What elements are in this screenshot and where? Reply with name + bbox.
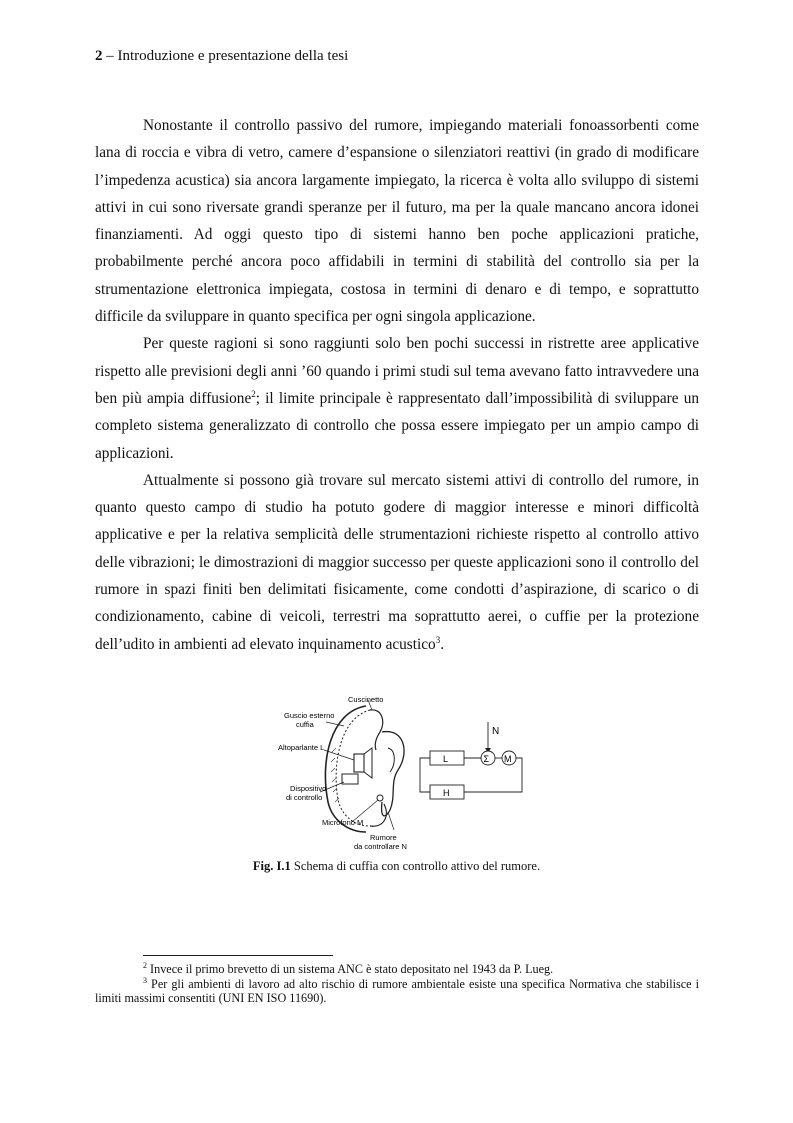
paragraph-2	[95, 330, 699, 466]
footnote-2-text: Invece il primo brevetto di un sistema ANC è stato depositato nel 1943 da P. Lueg.	[147, 962, 554, 976]
footnote-2-mark: 2	[143, 960, 147, 970]
paragraph-2-text-a: Per queste ragioni si sono raggiunti solo ben pochi successi in ristrette aree applicative rispetto alle previsioni degli anni ’60 quando i primi studi sul tema avevano fatto intravvedere una ben più ampia diffusione	[95, 335, 699, 407]
label-cuscinetto: Cuscinetto	[348, 695, 384, 704]
headphone-anc-diagram	[270, 692, 530, 852]
figure-caption-label: Fig. I.1	[252, 859, 291, 873]
footnote-3-mark: 3	[143, 975, 147, 985]
label-dispositivo-1: Dispositivo	[290, 784, 327, 793]
footnote-2	[95, 962, 699, 977]
body-text	[95, 112, 699, 658]
chapter-title: – Introduzione e presentazione della tesi	[102, 48, 349, 64]
label-altoparlante: Altoparlante L	[278, 743, 325, 752]
label-rumore-1: Rumore	[370, 833, 397, 842]
leader-rumore	[388, 812, 394, 830]
speaker-cone-shape	[364, 748, 372, 778]
chapter-number: 2	[95, 48, 103, 64]
label-dispositivo-2: di controllo	[286, 793, 323, 802]
block-label-m: M	[504, 754, 512, 764]
footnote-3-text: Per gli ambienti di lavoro ad alto rischio di rumore ambientale esiste una specifica Normativa che stabilisce i limiti massimi consentiti (UNI EN ISO 11690).	[95, 976, 699, 1005]
label-rumore-2: da controllare N	[354, 842, 407, 851]
paragraph-1: Nonostante il controllo passivo del rumore, impiegando materiali fonoassorbenti come lana di roccia e vibra di vetro, camere d’espansione o silenziatori reattivi (in grado di modificare l’impedenza acustica) sia ancora largamente impiegato, la ricerca è volta allo sviluppo di sistemi attivi in cui sono riversate grandi speranze per il futuro, ma per la quale mancano ancora idonei finanziamenti. Ad oggi questo tipo di sistemi hanno ben poche applicazioni pratiche, probabilmente perché ancora poco affidabili in termini di stabilità del controllo sia per la strumentazione elettronica impiegata, costosa in termini di denaro e di tempo, e soprattutto difficile da sviluppare in quanto specifica per ogni singola applicazione.	[95, 117, 699, 326]
footnote-ref-3[interactable]: 3	[435, 634, 441, 645]
running-header	[95, 48, 348, 65]
footnote-ref-2[interactable]: 2	[251, 388, 256, 399]
label-microfono: Microfono M	[322, 818, 364, 827]
cushion-shape	[370, 710, 383, 750]
control-device-shape	[342, 774, 358, 784]
paragraph-2-text-b: ; il limite principale è rappresentato dall’impossibilità di sviluppare un completo sistema generalizzato di controllo che possa essere impiegato per un ampio campo di applicazioni.	[95, 389, 699, 462]
paragraph-3-text-a: Attualmente si possono già trovare sul mercato sistemi attivi di controllo del rumore, in quanto questo campo di studio ha potuto godere di maggior interesse e minori difficoltà applicative e per la relativa semplicità delle strumentazioni richieste rispetto al controllo attivo delle vibrazioni; le dimostrazioni di maggior successo per queste applicazioni sono il controllo del rumore in spazi finiti ben delimitati fisicamente, come condotti d’aspirazione, di scarico o di condizionamento, cabine di veicoli, terrestri ma soprattutto aerei, o cuffie per la protezione dell’udito in ambienti ad elevato inquinamento acustico	[95, 471, 699, 653]
block-label-l: L	[443, 754, 449, 764]
footnotes	[95, 962, 699, 1006]
shell-hatch	[331, 748, 339, 802]
block-label-n: N	[492, 726, 500, 737]
ear-shape	[382, 732, 404, 816]
footnote-3	[95, 977, 699, 1006]
outer-shell-shape	[325, 706, 366, 832]
speaker-shape	[354, 754, 364, 772]
block-label-h: H	[443, 788, 450, 798]
paragraph-3-text-b: .	[440, 635, 445, 653]
leader-altoparlante	[324, 750, 354, 760]
label-guscio-2: cuffia	[296, 720, 314, 729]
block-label-sigma: Σ	[483, 754, 490, 764]
footnote-divider	[143, 955, 333, 956]
label-guscio-1: Guscio esterno	[284, 711, 335, 720]
figure-caption	[0, 859, 793, 874]
leader-guscio	[326, 722, 344, 726]
figure-caption-text: Schema di cuffia con controllo attivo del rumore.	[290, 859, 541, 873]
inner-shell-shape	[336, 710, 370, 826]
ear-inner-shape	[388, 748, 394, 772]
h-to-l-line	[420, 758, 430, 792]
paragraph-3	[95, 467, 699, 658]
